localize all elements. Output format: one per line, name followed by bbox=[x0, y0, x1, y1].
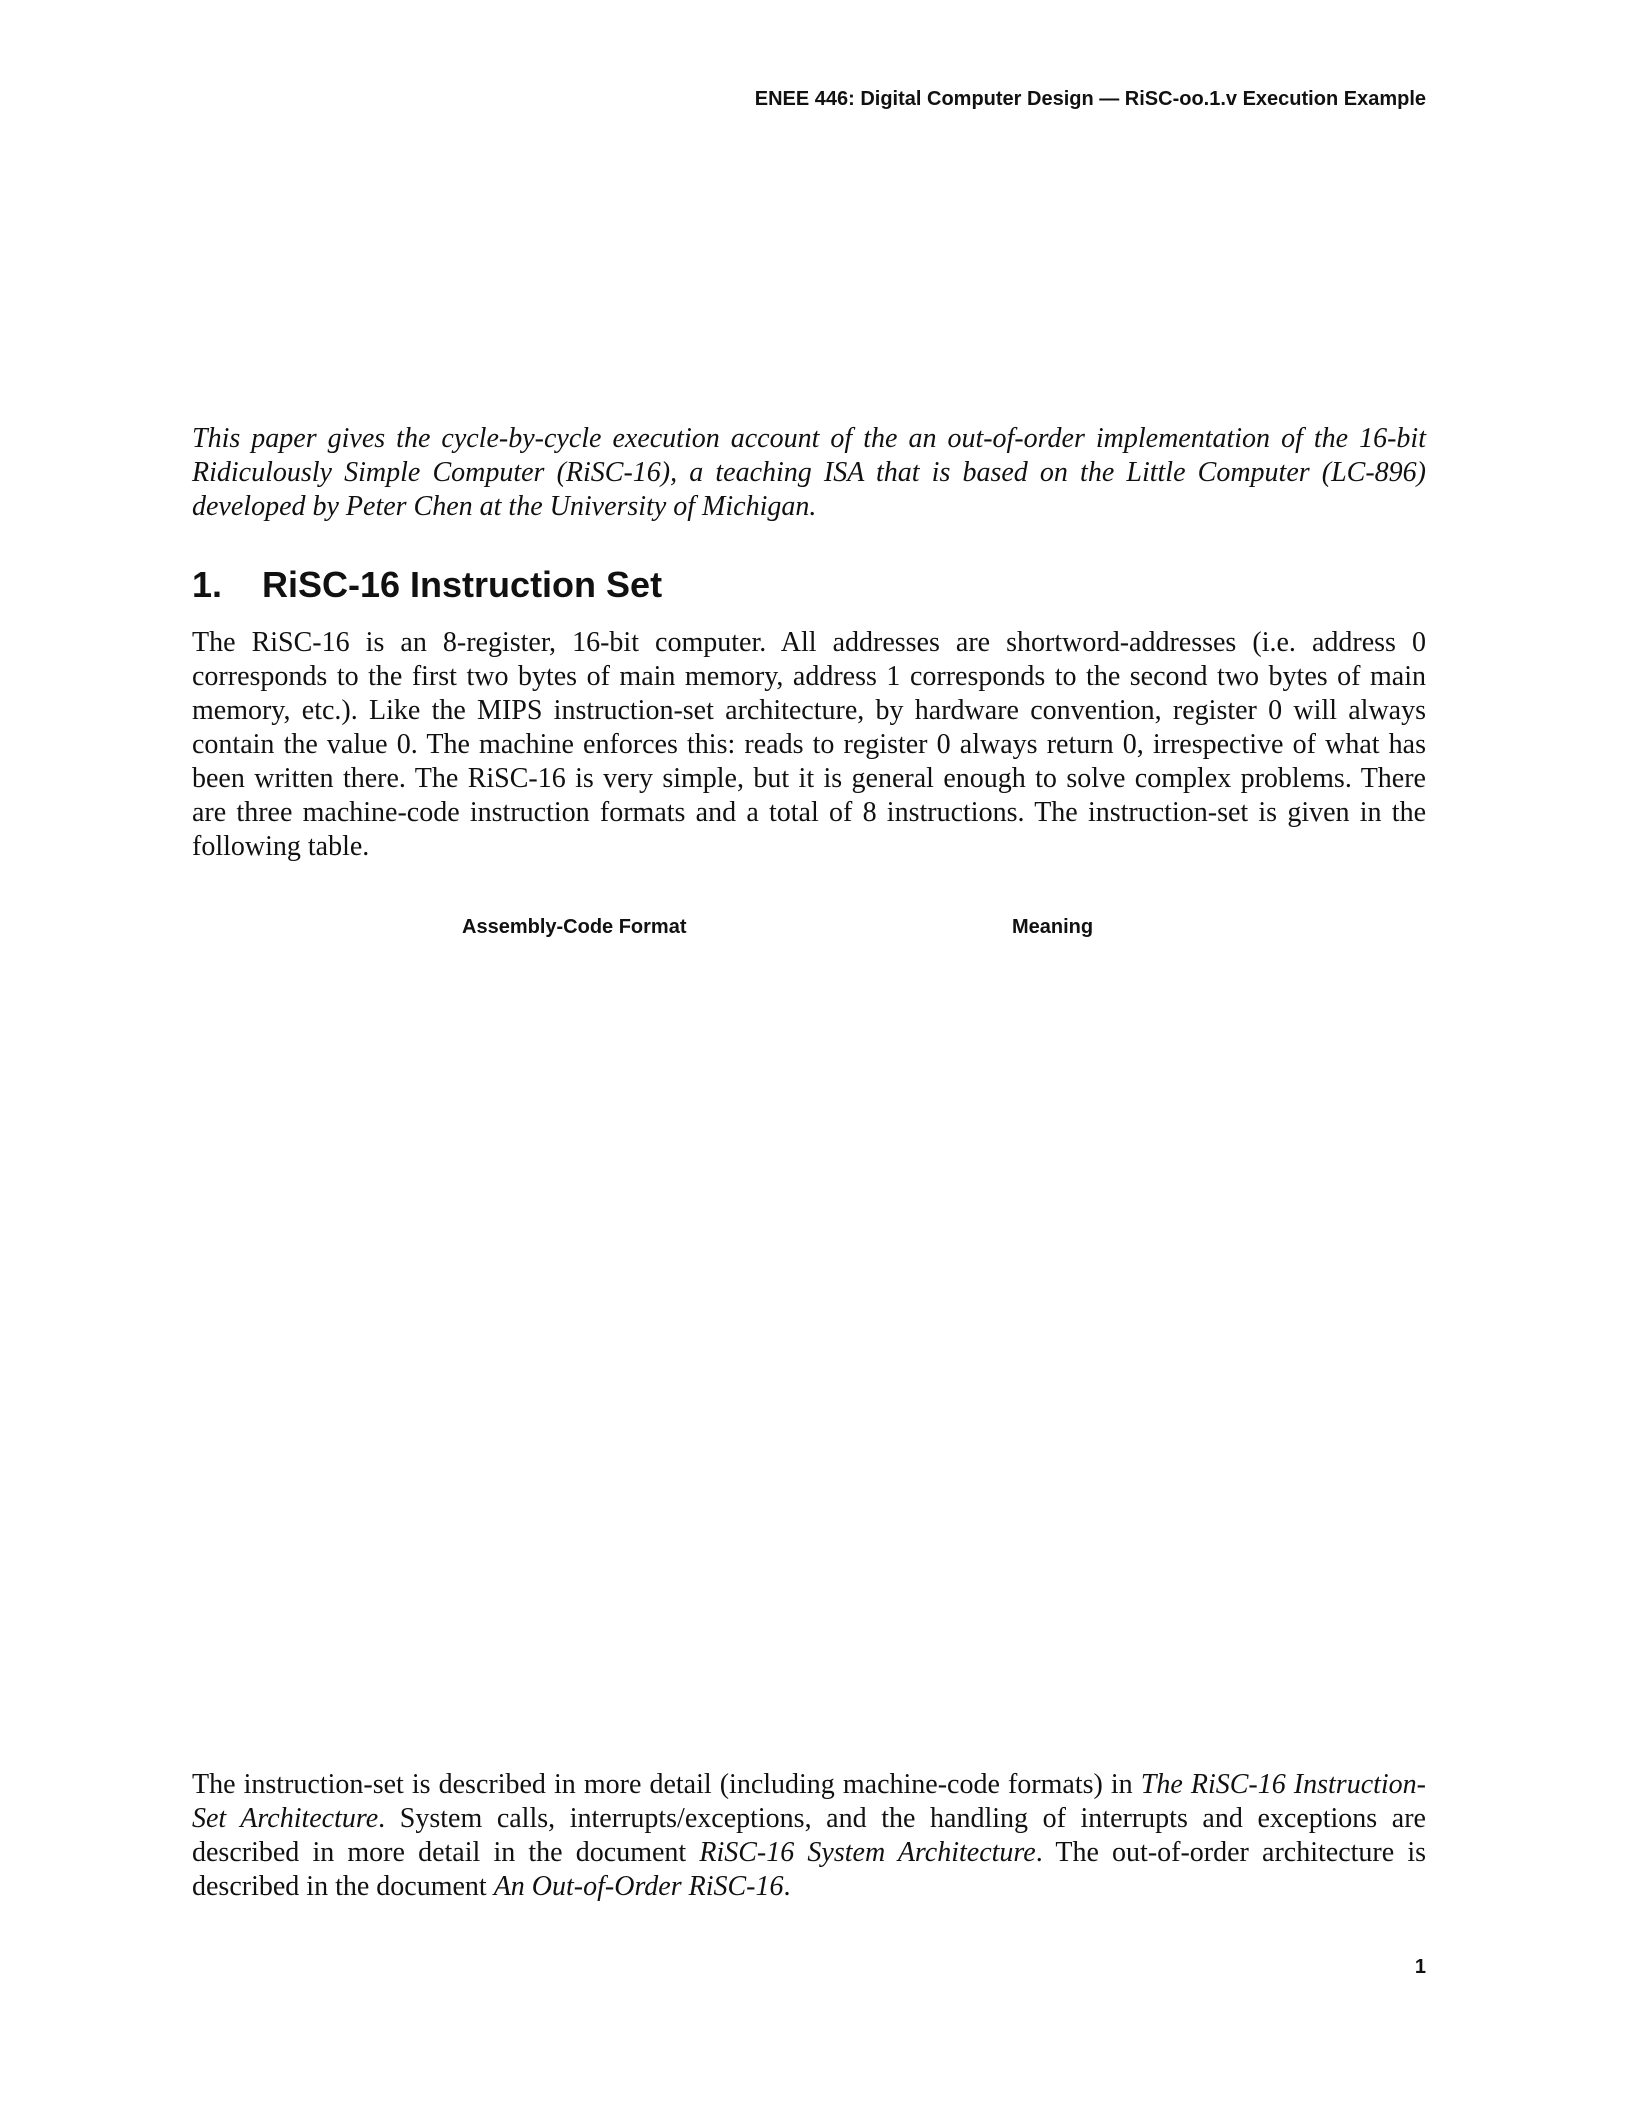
running-header: ENEE 446: Digital Computer Design — RiSC-oo.1.v Execution Example bbox=[754, 88, 1426, 110]
reference-system-architecture: RiSC-16 System Architecture bbox=[699, 1837, 1036, 1868]
section-paragraph: The RiSC-16 is an 8-register, 16-bit computer. All addresses are shortword-addresses (i.e. address 0 corresponds to the first two bytes of main memory, address 1 corresponds to the second two bytes of main memory, etc.). Like the MIPS instruction-set architecture, by hardware convention, register 0 will always contain the value 0. The machine enforces this: reads to register 0 always return 0, irrespective of what has been written there. The RiSC-16 is very simple, but it is general enough to solve complex problems. There are three machine-code instruction formats and a total of 8 instructions. The instruction-set is given in the following table. bbox=[192, 627, 1426, 862]
closing-text-2: . System calls, interrupts/exceptions, and the handling of interrupts and exceptions are described in more detail in the document bbox=[192, 1803, 1426, 1868]
section-heading bbox=[192, 564, 662, 606]
reference-isa: The RiSC-16 Instruction-Set Architecture bbox=[192, 1769, 1427, 1834]
closing-paragraph bbox=[192, 1768, 1426, 1904]
page-number: 1 bbox=[1414, 1956, 1426, 1978]
closing-text-4: . bbox=[783, 1871, 791, 1902]
section-title: RiSC-16 Instruction Set bbox=[262, 564, 663, 605]
table-header-meaning: Meaning bbox=[1012, 916, 1094, 938]
abstract: This paper gives the cycle-by-cycle execution account of the an out-of-order implementation of the 16-bit Ridiculously Simple Computer (RiSC-16), a teaching ISA that is based on the Little Computer (LC-896) developed by Peter Chen at the University of Michigan. bbox=[192, 423, 1426, 522]
table-header-assembly: Assembly-Code Format bbox=[462, 916, 687, 938]
section-number: 1. bbox=[192, 564, 223, 605]
reference-out-of-order: An Out-of-Order RiSC-16 bbox=[493, 1871, 784, 1902]
closing-text-3: . The out-of-order architecture is described in the document bbox=[192, 1837, 1427, 1902]
closing-text-1: The instruction-set is described in more detail (including machine-code formats) in bbox=[192, 1769, 1141, 1800]
